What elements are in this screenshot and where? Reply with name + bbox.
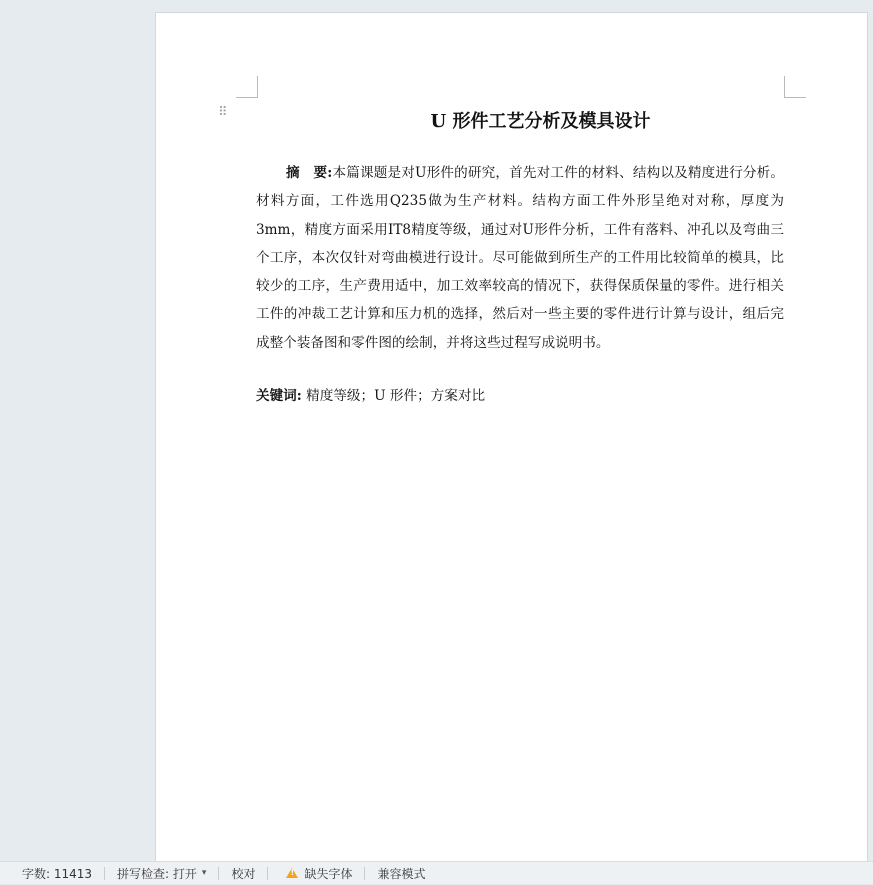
abstract-paragraph[interactable] [256, 159, 784, 357]
compat-mode-indicator[interactable] [365, 862, 437, 885]
missing-fonts-button[interactable] [268, 862, 364, 885]
spell-check-label: 拼写检查: 打开 [117, 866, 197, 881]
word-count-label: 字数: 11413 [22, 866, 93, 881]
chevron-down-icon: ▾ [201, 868, 207, 878]
keywords-text: 精度等级；U 形件；方案对比 [301, 388, 486, 404]
abstract-label: 摘 要: [286, 165, 333, 181]
compat-mode-label: 兼容模式 [377, 866, 426, 881]
spell-check-toggle[interactable] [105, 862, 218, 885]
keywords-paragraph[interactable] [256, 385, 784, 407]
status-bar [0, 861, 873, 884]
document-page[interactable] [155, 12, 868, 861]
missing-fonts-label: 缺失字体 [304, 866, 353, 881]
keywords-label: 关键词: [256, 388, 302, 404]
margin-corner-top-left [236, 76, 258, 98]
drag-handle-icon[interactable]: ⠿ [218, 105, 229, 120]
word-count[interactable] [0, 862, 104, 885]
proofread-label: 校对 [231, 866, 256, 881]
margin-corner-top-right [784, 76, 806, 98]
warning-icon [286, 868, 298, 878]
abstract-text: 本篇课题是对U形件的研究，首先对工件的材料、结构以及精度进行分析。材料方面，工件选用Q235做为生产材料。结构方面工件外形呈绝对对称，厚度为3mm，精度方面采用IT8精度等级，通过对U形件分析，工件有落料、冲孔以及弯曲三个工序，本次仅针对弯曲模进行设计。尽可能做到所生产的工件用比较简单的模具，比较少的工序，生产费用适中，加工效率较高的情况下，获得保质保量的零件。进行相关工件的冲裁工艺计算和压力机的选择，然后对一些主要的零件进行计算与设计，组后完成整个装备图和零件图的绘制，并将这些过程写成说明书。 [256, 165, 784, 351]
document-title[interactable]: U 形件工艺分析及模具设计 [430, 111, 651, 132]
proofread-button[interactable] [219, 862, 267, 885]
